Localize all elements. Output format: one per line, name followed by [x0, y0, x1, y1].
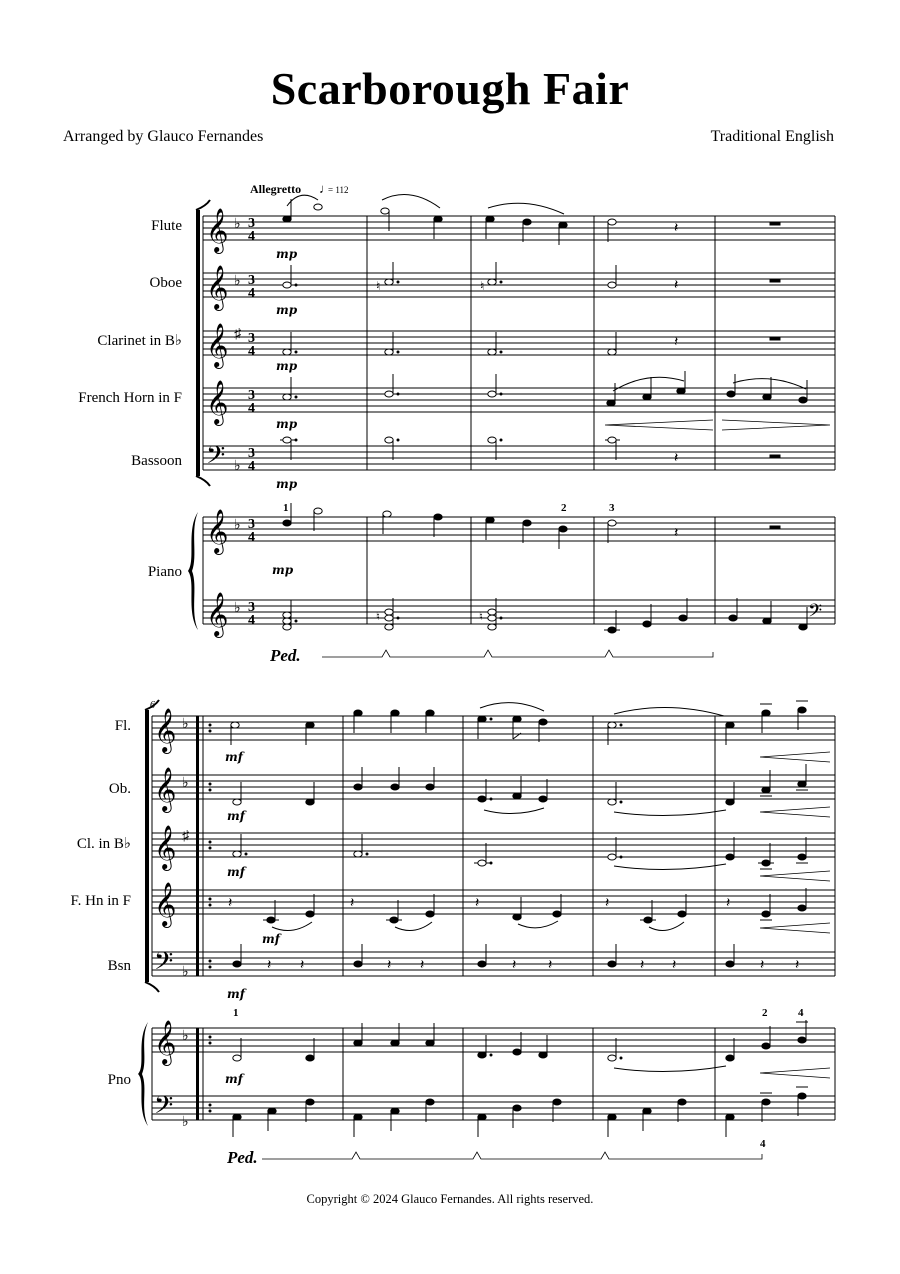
svg-text:𝄽: 𝄽: [350, 896, 355, 911]
fingering: 4: [760, 1138, 766, 1150]
piano-lh-system-1: [283, 598, 822, 633]
svg-text:𝄽: 𝄽: [387, 958, 392, 973]
flute-notes-system-2: [231, 701, 830, 762]
dynamic-mp: mp: [276, 247, 298, 261]
svg-text:♯: ♯: [182, 829, 189, 844]
svg-text:♯: ♯: [234, 327, 241, 342]
svg-text:♭: ♭: [234, 601, 241, 616]
oboe-notes-system-1: [283, 262, 780, 293]
svg-text:♮: ♮: [376, 611, 380, 623]
svg-text:4: 4: [248, 613, 255, 628]
label-bassoon: Bassoon: [131, 453, 182, 469]
svg-text:♭: ♭: [182, 1029, 189, 1044]
pedal-mark: Ped.: [227, 1148, 258, 1167]
key-signatures-system-2: [182, 717, 190, 1130]
treble-clef-icon: 𝄞: [206, 267, 229, 309]
label-horn: French Horn in F: [78, 390, 182, 406]
svg-text:3: 3: [248, 273, 255, 288]
clarinet-notes-system-2: [233, 834, 830, 881]
svg-text:4: 4: [248, 401, 255, 416]
pedal-line: [262, 1152, 762, 1159]
dynamic-mp: mp: [272, 563, 294, 577]
svg-text:𝄽: 𝄽: [672, 958, 677, 973]
dynamic-mf: mf: [262, 932, 280, 946]
label-oboe: Oboe: [149, 275, 182, 291]
barlines-system-1: [203, 216, 835, 624]
svg-text:𝄽: 𝄽: [475, 896, 480, 911]
clefs-system-2: [154, 709, 176, 1125]
system-1: [78, 181, 835, 665]
clefs-system-1: [206, 209, 228, 638]
svg-text:𝄽: 𝄽: [300, 958, 305, 973]
oboe-notes-system-2: [233, 764, 830, 817]
label-piano-short: Pno: [107, 1072, 131, 1088]
svg-text:3: 3: [248, 388, 255, 403]
svg-text:3: 3: [248, 331, 255, 346]
svg-text:𝄢: 𝄢: [808, 600, 823, 625]
svg-text:3: 3: [248, 517, 255, 532]
svg-text:♭: ♭: [182, 717, 189, 732]
svg-text:𝄽: 𝄽: [548, 958, 553, 973]
pedal-mark: Ped.: [270, 646, 301, 665]
dynamic-mp: mp: [276, 303, 298, 317]
treble-clef-icon: 𝄞: [206, 382, 229, 424]
score-title: Scarborough Fair: [270, 63, 630, 114]
svg-text:4: 4: [248, 286, 255, 301]
horn-notes-system-1: [283, 371, 830, 430]
bass-clef-icon: 𝄢: [206, 442, 226, 475]
treble-clef-icon: 𝄞: [206, 594, 229, 636]
piano-brace: [188, 512, 198, 630]
svg-text:♭: ♭: [234, 459, 241, 474]
svg-text:3: 3: [609, 502, 615, 514]
dynamic-mp: mp: [276, 417, 298, 431]
repeat-dots: [209, 724, 212, 1113]
tempo-text: Allegretto: [250, 182, 302, 196]
tempo-note-icon: ♩: [319, 181, 332, 196]
svg-text:𝄽: 𝄽: [605, 896, 610, 911]
dynamic-mp: mp: [276, 359, 298, 373]
treble-clef-icon: 𝄞: [206, 325, 229, 367]
dynamic-mf: mf: [225, 750, 243, 764]
piano-lh-system-2: [233, 1087, 808, 1137]
dynamic-mf: mf: [227, 987, 245, 1001]
svg-text:𝄽: 𝄽: [512, 958, 517, 973]
horn-notes-system-2: [228, 888, 830, 933]
svg-text:𝄽: 𝄽: [726, 896, 731, 911]
bassoon-notes-system-1: [280, 437, 780, 466]
svg-text:4: 4: [248, 459, 255, 474]
tempo-bpm: = 112: [328, 185, 349, 195]
label-flute-short: Fl.: [114, 718, 131, 734]
svg-text:3: 3: [248, 600, 255, 615]
clarinet-notes-system-1: [283, 332, 780, 355]
svg-text:♮: ♮: [376, 279, 381, 293]
svg-text:4: 4: [248, 229, 255, 244]
arranger-credit: Arranged by Glauco Fernandes: [63, 128, 264, 145]
svg-text:♭: ♭: [182, 776, 189, 791]
treble-clef-icon: 𝄞: [154, 884, 177, 926]
bass-clef-icon: 𝄢: [154, 948, 174, 981]
svg-text:♭: ♭: [234, 518, 241, 533]
dynamic-mf: mf: [227, 809, 245, 823]
dynamic-mf: mf: [227, 865, 245, 879]
copyright-notice: Copyright © 2024 Glauco Fernandes. All rights reserved.: [306, 1192, 594, 1206]
svg-text:3: 3: [248, 216, 255, 231]
bass-clef-icon: 𝄢: [154, 1092, 174, 1125]
svg-text:♭: ♭: [234, 217, 241, 232]
svg-text:𝄽: 𝄽: [795, 958, 800, 973]
label-clarinet: Clarinet in B♭: [97, 333, 182, 349]
piano-rh-system-2: [233, 1007, 830, 1078]
treble-clef-icon: 𝄞: [154, 1022, 177, 1064]
svg-text:2: 2: [762, 1007, 768, 1019]
dynamic-mp: mp: [276, 477, 298, 491]
svg-text:4: 4: [798, 1007, 804, 1019]
piano-brace-2: [138, 1022, 148, 1126]
svg-text:1: 1: [283, 502, 289, 514]
svg-text:3: 3: [248, 446, 255, 461]
piano-rh-system-1: [283, 502, 780, 549]
label-clarinet-short: Cl. in B♭: [76, 836, 131, 852]
staff-lines-system-1: [203, 216, 835, 624]
label-horn-short: F. Hn in F: [70, 893, 131, 909]
svg-text:2: 2: [561, 502, 567, 514]
svg-text:♭: ♭: [182, 1115, 189, 1130]
treble-clef-icon: 𝄞: [154, 827, 177, 869]
svg-text:4: 4: [248, 530, 255, 545]
label-bassoon-short: Bsn: [107, 958, 131, 974]
svg-text:𝄽: 𝄽: [420, 958, 425, 973]
svg-text:𝄽: 𝄽: [640, 958, 645, 973]
treble-clef-icon: 𝄞: [154, 710, 177, 752]
label-flute: Flute: [151, 218, 182, 234]
key-signatures-system-1: [234, 217, 242, 616]
pedal-line: [322, 650, 713, 657]
svg-text:1: 1: [233, 1007, 239, 1019]
svg-text:𝄽: 𝄽: [674, 451, 679, 466]
time-signatures-system-1: [248, 216, 255, 628]
svg-text:𝄽: 𝄽: [267, 958, 272, 973]
svg-text:𝄽: 𝄽: [674, 335, 679, 350]
svg-text:𝄽: 𝄽: [228, 896, 233, 911]
svg-text:♭: ♭: [182, 965, 189, 980]
quarter-rest-icon: 𝄽: [674, 221, 679, 236]
svg-text:𝄽: 𝄽: [760, 958, 765, 973]
bassoon-notes-system-2: [233, 944, 799, 973]
svg-text:4: 4: [248, 344, 255, 359]
svg-text:♭: ♭: [234, 274, 241, 289]
treble-clef-icon: 𝄞: [206, 511, 229, 553]
label-piano: Piano: [147, 564, 182, 580]
label-oboe-short: Ob.: [108, 781, 131, 797]
system-2: [71, 700, 835, 1167]
svg-text:♮: ♮: [480, 279, 485, 293]
svg-text:𝄽: 𝄽: [674, 278, 679, 293]
measure-number: 6: [150, 700, 155, 711]
svg-text:𝄽: 𝄽: [674, 526, 679, 541]
dynamic-mf: mf: [225, 1072, 243, 1086]
svg-text:♮: ♮: [479, 611, 483, 623]
treble-clef-icon: 𝄞: [206, 210, 229, 252]
treble-clef-icon: 𝄞: [154, 769, 177, 811]
composer-credit: Traditional English: [710, 128, 834, 145]
